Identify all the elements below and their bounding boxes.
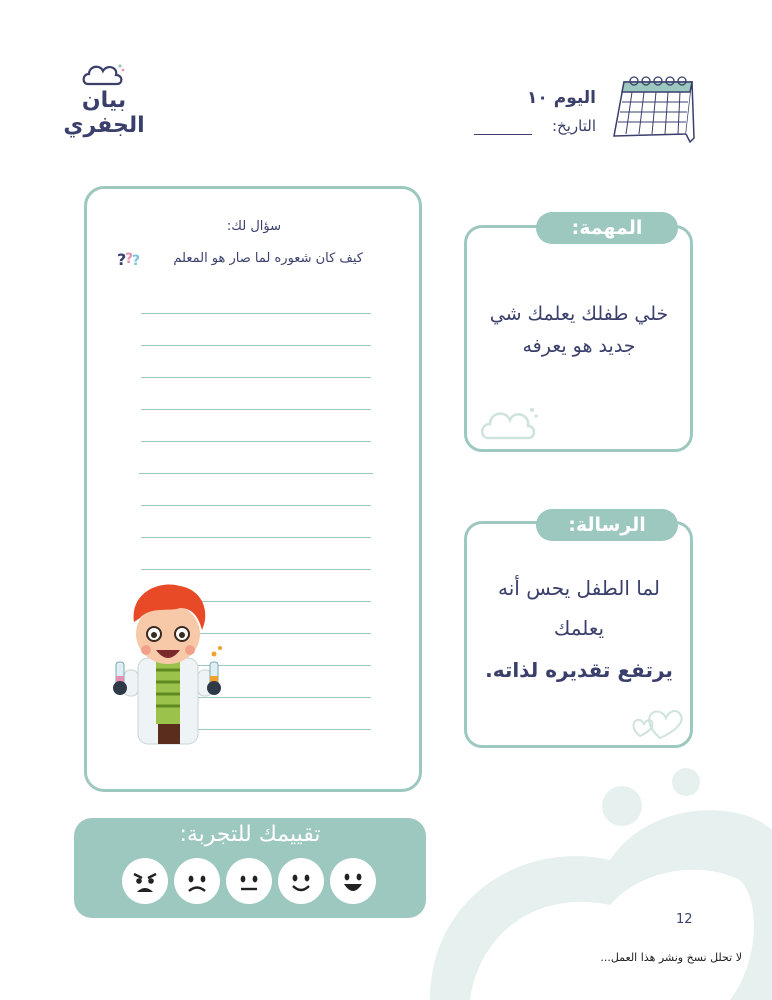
rating-title: تقييمك للتجربة: bbox=[179, 822, 321, 847]
calendar-icon bbox=[606, 74, 698, 146]
svg-text:?: ? bbox=[132, 253, 141, 269]
rating-face-happy-icon[interactable] bbox=[330, 858, 376, 904]
rating-panel bbox=[74, 818, 426, 918]
answer-line[interactable] bbox=[141, 313, 371, 314]
message-line: يعلمك bbox=[553, 616, 605, 640]
day-label: اليوم ١٠ bbox=[527, 88, 596, 108]
date-fill-line bbox=[474, 134, 532, 135]
answer-line[interactable] bbox=[141, 345, 371, 346]
answer-line[interactable] bbox=[141, 537, 371, 538]
answer-line[interactable] bbox=[141, 505, 371, 506]
answer-line[interactable] bbox=[141, 409, 371, 410]
svg-text:?: ? bbox=[117, 250, 127, 269]
copyright-notice: لا تحلل نسخ ونشر هذا العمل... bbox=[600, 951, 742, 964]
kid-scientist-illustration bbox=[110, 578, 226, 748]
question-title: سؤال لك: bbox=[226, 219, 281, 234]
answer-line[interactable] bbox=[139, 473, 373, 474]
answer-line[interactable] bbox=[141, 377, 371, 378]
answer-line[interactable] bbox=[141, 441, 371, 442]
cloud-logo-icon bbox=[80, 60, 126, 88]
svg-text:?: ? bbox=[125, 251, 134, 267]
message-tab: الرسالة: bbox=[536, 509, 678, 541]
question-marks-icon bbox=[117, 247, 143, 269]
rating-face-sad-icon[interactable] bbox=[174, 858, 220, 904]
hearts-icon bbox=[628, 702, 686, 742]
rating-face-angry-icon[interactable] bbox=[122, 858, 168, 904]
answer-line[interactable] bbox=[141, 569, 371, 570]
date-label: التاريخ: bbox=[552, 117, 596, 135]
task-text: خلي طفلك يعلمك شي جديد هو يعرفه bbox=[489, 303, 669, 357]
task-tab: المهمة: bbox=[536, 212, 678, 244]
logo-text: بيان الجفري bbox=[63, 88, 145, 138]
rating-face-neutral-icon[interactable] bbox=[226, 858, 272, 904]
rating-face-smile-icon[interactable] bbox=[278, 858, 324, 904]
brand-logo bbox=[44, 60, 164, 138]
page-number: 12 bbox=[676, 912, 693, 927]
message-line: لما الطفل يحس أنه bbox=[498, 576, 660, 600]
message-highlight-line: يرتفع تقديره لذاته. bbox=[485, 658, 673, 682]
question-text: كيف كان شعوره لما صار هو المعلم bbox=[173, 251, 363, 266]
cloud-icon bbox=[478, 400, 540, 444]
